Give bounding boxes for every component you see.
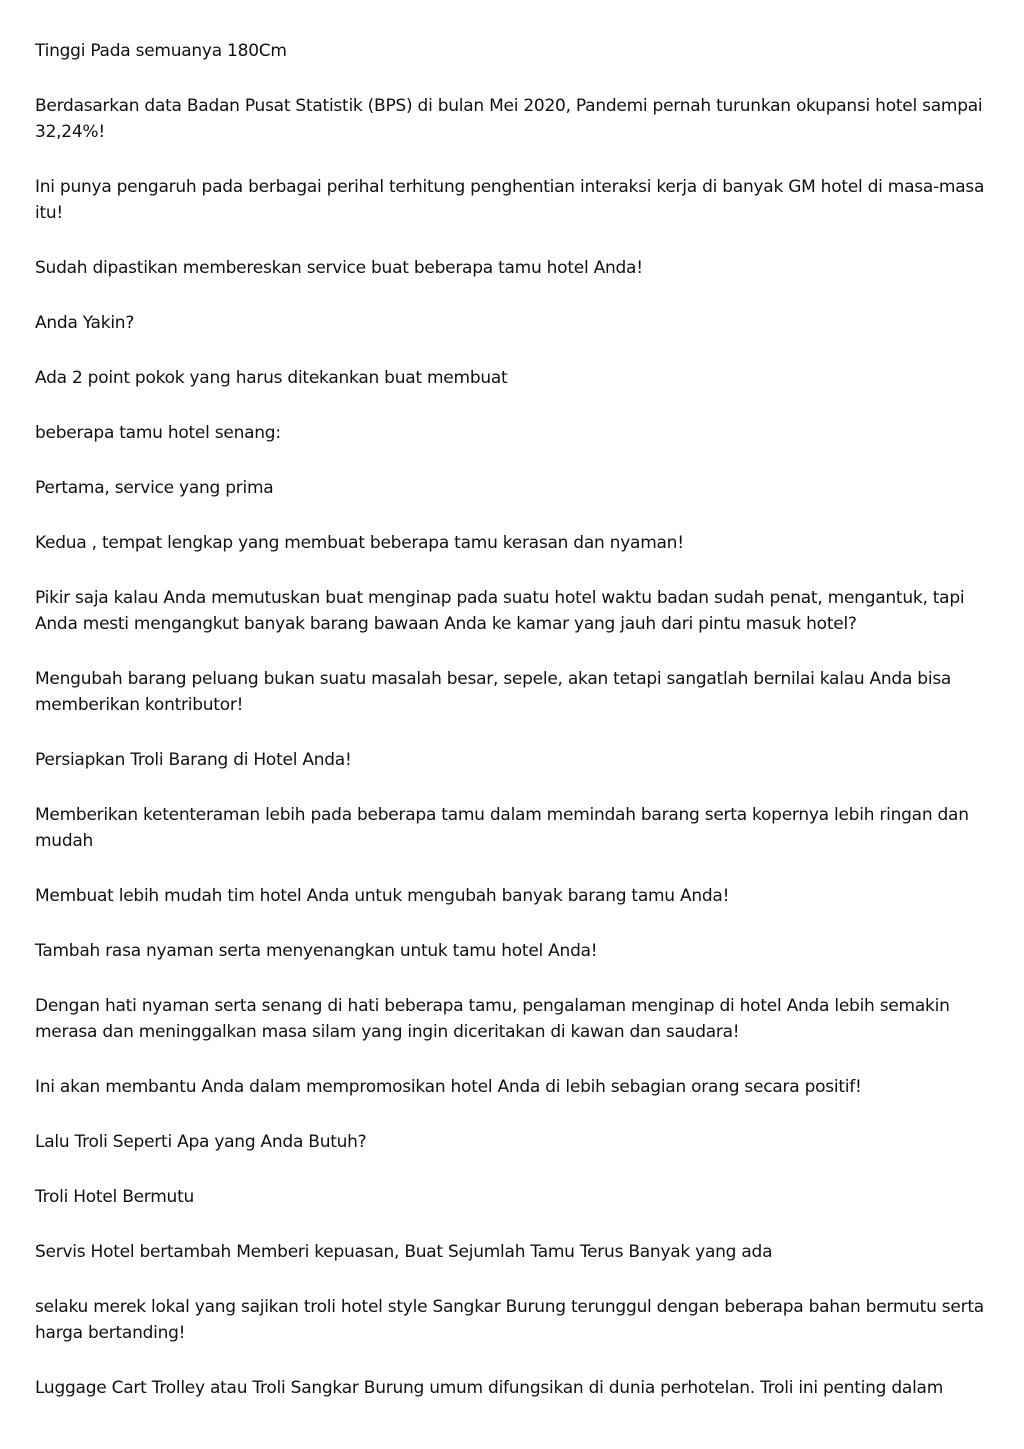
paragraph-bps-data: Berdasarkan data Badan Pusat Statistik (BPS) di bulan Mei 2020, Pandemi pernah turunkan okupansi hotel sampai 32,24%! <box>35 96 983 142</box>
paragraph-imagine: Pikir saja kalau Anda memutuskan buat menginap pada suatu hotel waktu badan sudah penat, mengantuk, tapi Anda mesti mengangkut banyak barang bawaan Anda ke kamar yang jauh dari pintu masuk hotel? <box>35 588 965 634</box>
paragraph-prepare-trolley: Persiapkan Troli Barang di Hotel Anda! <box>35 750 352 770</box>
paragraph-local-brand: selaku merek lokal yang sajikan troli hotel style Sangkar Burung terunggul dengan beberapa bahan bermutu serta harga bertanding! <box>35 1297 984 1343</box>
paragraph-guests-happy: beberapa tamu hotel senang: <box>35 423 281 443</box>
paragraph-add-comfort: Tambah rasa nyaman serta menyenangkan untuk tamu hotel Anda! <box>35 941 598 961</box>
paragraph-first-point: Pertama, service yang prima <box>35 478 274 498</box>
paragraph-luggage-cart: Luggage Cart Trolley atau Troli Sangkar Burung umum difungsikan di dunia perhotelan. Troli ini penting dalam <box>35 1378 944 1398</box>
paragraph-experience: Dengan hati nyaman serta senang di hati beberapa tamu, pengalaman menginap di hotel Anda lebih semakin merasa dan meninggalkan masa silam yang ingin diceritakan di kawan dan saudara! <box>35 996 950 1042</box>
document-body <box>35 38 995 1430</box>
paragraph-service-claim: Sudah dipastikan membereskan service buat beberapa tamu hotel Anda! <box>35 258 643 278</box>
paragraph-two-points: Ada 2 point pokok yang harus ditekankan buat membuat <box>35 368 508 388</box>
paragraph-moving-goods: Mengubah barang peluang bukan suatu masalah besar, sepele, akan tetapi sangatlah bernilai kalau Anda bisa memberikan kontributor! <box>35 669 952 715</box>
paragraph-team-ease: Membuat lebih mudah tim hotel Anda untuk mengubah banyak barang tamu Anda! <box>35 886 730 906</box>
paragraph-which-trolley: Lalu Troli Seperti Apa yang Anda Butuh? <box>35 1132 367 1152</box>
paragraph-second-point: Kedua , tempat lengkap yang membuat beberapa tamu kerasan dan nyaman! <box>35 533 684 553</box>
paragraph-promotion: Ini akan membantu Anda dalam mempromosikan hotel Anda di lebih sebagian orang secara positif! <box>35 1077 862 1097</box>
paragraph-height-note: Tinggi Pada semuanya 180Cm <box>35 41 287 61</box>
paragraph-influence: Ini punya pengaruh pada berbagai perihal terhitung penghentian interaksi kerja di banyak GM hotel di masa-masa itu! <box>35 177 985 223</box>
paragraph-service-satisfaction: Servis Hotel bertambah Memberi kepuasan, Buat Sejumlah Tamu Terus Banyak yang ada <box>35 1242 773 1262</box>
paragraph-comfort: Memberikan ketenteraman lebih pada beberapa tamu dalam memindah barang serta kopernya lebih ringan dan mudah <box>35 805 969 851</box>
paragraph-question: Anda Yakin? <box>35 313 135 333</box>
paragraph-quality-trolley: Troli Hotel Bermutu <box>35 1187 195 1207</box>
